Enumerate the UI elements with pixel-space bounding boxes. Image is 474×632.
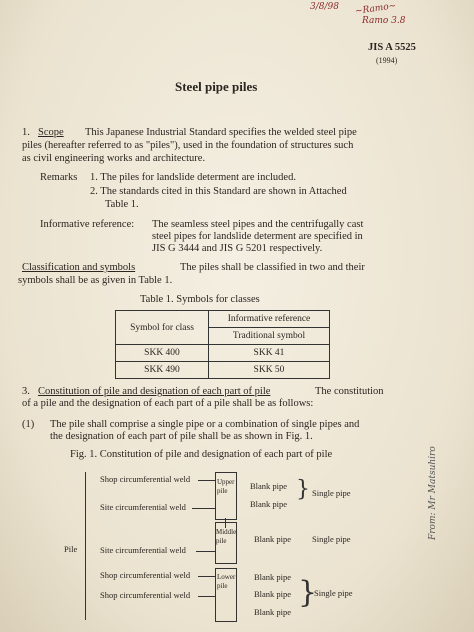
table-row	[116, 345, 330, 362]
fig1-caption: Fig. 1. Constitution of pile and designation of each part of pile	[70, 449, 333, 460]
table1-traditional-cell: SKK 41	[209, 345, 330, 362]
item1-line2: the designation of each part of pile shall be as shown in Fig. 1.	[50, 431, 313, 442]
section1-line1: This Japanese Industrial Standard specifies the welded steel pipe	[85, 127, 357, 138]
handwritten-side-note: From: Mr Matsuhiro	[428, 446, 438, 540]
pile-label: Pile	[64, 544, 78, 554]
informative-line3: JIS G 3444 and JIS G 5201 respectively.	[152, 243, 323, 254]
symbols-table	[115, 310, 330, 379]
table-row	[116, 362, 330, 379]
section1-heading: Scope	[38, 127, 64, 138]
pile-brace-line	[85, 472, 86, 620]
section3-line2: of a pile and the designation of each part of a pile shall be as follows:	[22, 398, 314, 409]
site-weld-label-1: Site circumferential weld	[100, 502, 186, 512]
blank-pipe-label: Blank pipe	[254, 572, 292, 582]
blank-pipe-label: Blank pipe	[254, 607, 292, 617]
blank-pipe-label: Blank pipe	[254, 589, 292, 599]
shop-weld-label-3: Shop circumferential weld	[100, 590, 191, 600]
leader-line	[198, 576, 215, 577]
standard-number: JIS A 5525	[368, 42, 416, 53]
remarks-item2-line2: Table 1.	[105, 199, 139, 210]
blank-pipe-label: Blank pipe	[250, 481, 288, 491]
upper-pile-label: Upper pile	[217, 478, 235, 495]
section3-heading: Constitution of pile and designation of each part of pile	[38, 386, 271, 397]
item1-number: (1)	[22, 419, 35, 430]
item1-line1: The pile shall comprise a single pipe or a combination of single pipes and	[50, 419, 360, 430]
table1-symbol-cell: SKK 400	[116, 345, 209, 362]
standard-year: (1994)	[376, 56, 398, 65]
single-pipe-label: Single pipe	[312, 488, 351, 498]
single-pipe-brace: }	[298, 575, 318, 610]
single-pipe-brace: }	[296, 477, 310, 502]
leader-line	[196, 551, 215, 552]
informative-line1: The seamless steel pipes and the centrifugally cast	[152, 219, 364, 230]
informative-line2: steel pipes for landslide determent are specified in	[152, 231, 363, 242]
remarks-item1: 1. The piles for landslide determent are included.	[90, 172, 296, 183]
leader-line	[198, 480, 215, 481]
informative-label: Informative reference:	[40, 219, 135, 230]
section1-line2: piles (hereafter referred to as "piles"), used in the foundation of structures such	[22, 140, 354, 151]
classification-line1: The piles shall be classified in two and their	[180, 262, 365, 273]
classification-line2: symbols shall be as given in Table 1.	[18, 275, 173, 286]
table1-col1-header: Symbol for class	[116, 311, 209, 345]
page-title: Steel pipe piles	[175, 79, 258, 94]
shop-weld-label-2: Shop circumferential weld	[100, 570, 191, 580]
remarks-item2-line1: 2. The standards cited in this Standard are shown in Attached	[90, 186, 347, 197]
table1-traditional-cell: SKK 50	[209, 362, 330, 379]
middle-pile-label: Middle pile	[216, 528, 237, 545]
leader-line	[192, 508, 215, 509]
leader-line	[198, 596, 215, 597]
table1-symbol-cell: SKK 490	[116, 362, 209, 379]
blank-pipe-label: Blank pipe	[250, 499, 288, 509]
shop-weld-label-1: Shop circumferential weld	[100, 474, 191, 484]
handwritten-note-date: 3/8/98	[310, 2, 339, 12]
remarks-label: Remarks	[40, 172, 78, 183]
handwritten-signature: ~Ramo~	[354, 1, 397, 17]
section1-number: 1.	[22, 127, 30, 138]
table1-col2-header-bottom: Traditional symbol	[209, 328, 330, 345]
lower-pile-label: Lower pile	[217, 573, 236, 590]
table1-caption: Table 1. Symbols for classes	[140, 294, 260, 305]
section3-line1-tail: The constitution	[315, 386, 384, 397]
section3-number: 3.	[22, 386, 30, 397]
blank-pipe-label: Blank pipe	[254, 534, 292, 544]
site-weld-label-2: Site circumferential weld	[100, 545, 186, 555]
table1-col2-header-top: Informative reference	[209, 311, 330, 328]
section1-line3: as civil engineering works and architecture.	[22, 153, 206, 164]
single-pipe-label: Single pipe	[314, 588, 353, 598]
handwritten-note-ref: Ramo 3.8	[362, 16, 406, 26]
single-pipe-label: Single pipe	[312, 534, 351, 544]
classification-heading: Classification and symbols	[22, 262, 136, 273]
